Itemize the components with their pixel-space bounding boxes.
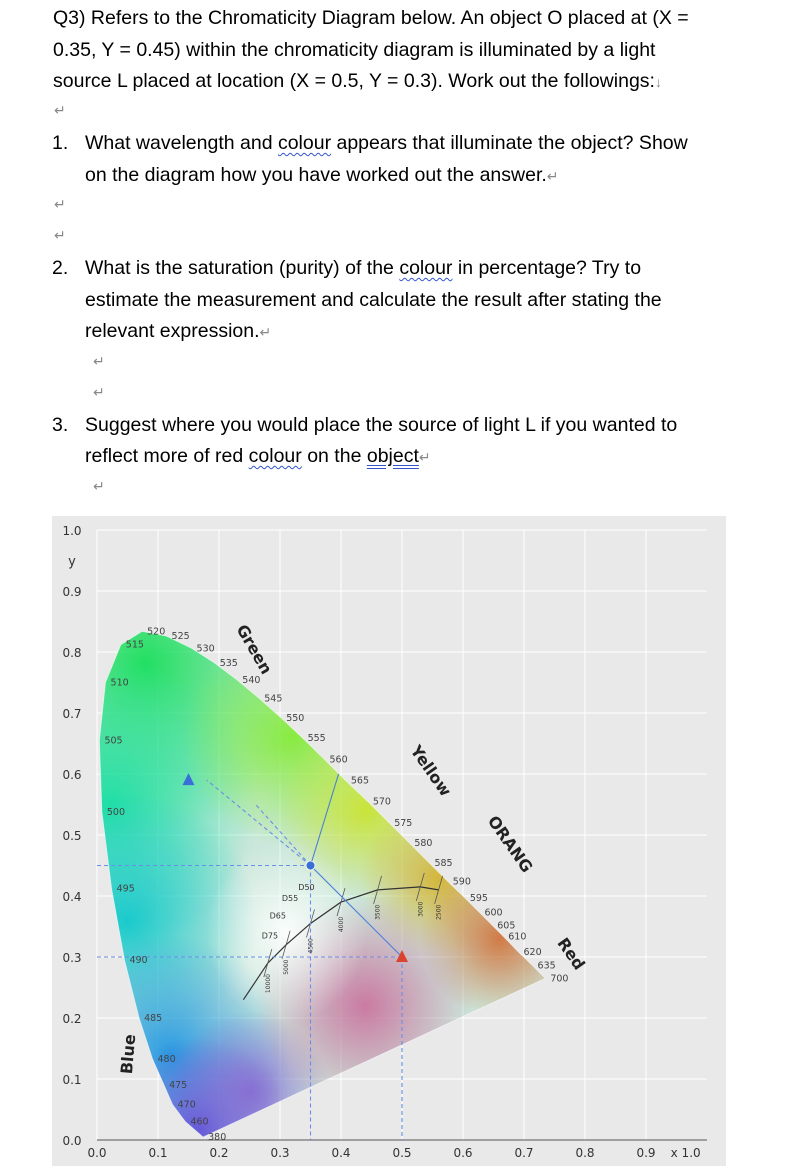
wavelength-label: 575 xyxy=(394,817,413,829)
cct-label: 3500 xyxy=(374,904,382,920)
item-3-word-object: object xyxy=(366,445,419,467)
question-line-1: Q3) Refers to the Chromaticity Diagram below. An object O placed at (X = xyxy=(53,7,689,29)
paragraph-mark: ↵ xyxy=(54,102,66,118)
wavelength-label: 485 xyxy=(144,1013,163,1024)
item-1-text-post: appears that illuminate the object? Show xyxy=(331,132,688,154)
wavelength-label: 490 xyxy=(129,955,148,967)
y-tick-label: 0.6 xyxy=(62,768,82,782)
item-2-word-colour: colour xyxy=(399,257,453,279)
wavelength-label: 560 xyxy=(329,754,348,766)
region-label: ORANG xyxy=(483,812,537,877)
x-tick-label: 0.2 xyxy=(209,1146,229,1160)
wavelength-label: 515 xyxy=(125,639,144,651)
paragraph-mark: ↵ xyxy=(54,196,66,212)
cct-label: 4000 xyxy=(338,916,345,933)
wavelength-label: 500 xyxy=(106,806,126,818)
wavelength-label: 535 xyxy=(219,657,238,669)
wavelength-label: 550 xyxy=(286,712,305,724)
wavelength-label: 520 xyxy=(147,626,166,638)
item-3-line-1: Suggest where you would place the source of light L if you wanted to xyxy=(85,414,678,436)
item-2-line-3 xyxy=(85,316,271,348)
wavelength-label: 605 xyxy=(497,920,516,932)
item-3-text-mid: on the xyxy=(301,445,367,467)
paragraph-mark: ↵ xyxy=(546,168,559,184)
item-1-line-2-text: on the diagram how you have worked out the answer. xyxy=(85,164,547,186)
region-label: Red xyxy=(553,934,589,974)
x-axis-label: x 1.0 xyxy=(670,1146,701,1160)
y-tick-label: 1.0 xyxy=(62,524,82,538)
paragraph-mark: ↵ xyxy=(418,449,431,465)
item-1-line-1 xyxy=(85,128,688,159)
wavelength-label: 600 xyxy=(484,907,503,919)
cct-label: 3000 xyxy=(417,901,425,917)
cct-label: 4500 xyxy=(307,938,315,954)
y-tick-label: 0.8 xyxy=(62,646,82,660)
paragraph-mark: ↵ xyxy=(259,324,272,340)
question-line-3 xyxy=(53,66,662,98)
wavelength-label: 585 xyxy=(434,858,453,870)
y-tick-label: 0.0 xyxy=(62,1134,82,1148)
wavelength-label: 475 xyxy=(169,1080,188,1092)
y-tick-label: 0.1 xyxy=(62,1073,82,1087)
x-tick-label: 0.3 xyxy=(270,1146,290,1160)
color-gamut xyxy=(52,516,726,1166)
y-tick-label: 0.5 xyxy=(62,829,82,843)
question-line-3-text: source L placed at location (X = 0.5, Y = 0.3). Work out the followings: xyxy=(53,70,655,92)
illuminant-label: D50 xyxy=(298,882,315,892)
chromaticity-diagram xyxy=(52,516,726,1166)
spectral-locus xyxy=(52,516,726,1166)
item-2-text-post: in percentage? Try to xyxy=(452,257,642,279)
region-label: Yellow xyxy=(406,741,456,800)
question-line-2: 0.35, Y = 0.45) within the chromaticity diagram is illuminated by a light xyxy=(53,39,656,61)
item-2-line-1 xyxy=(85,253,641,284)
illuminant-label: D55 xyxy=(281,893,299,903)
y-tick-label: 0.9 xyxy=(62,585,82,599)
list-number: 3. xyxy=(52,414,69,436)
paragraph-mark: ↵ xyxy=(93,478,105,494)
item-1-text-pre: What wavelength and xyxy=(85,132,278,154)
region-label: Blue xyxy=(116,1033,140,1075)
x-tick-label: 0.7 xyxy=(514,1146,534,1160)
wavelength-label: 555 xyxy=(307,733,326,745)
wavelength-label: 620 xyxy=(523,947,542,959)
paragraph-mark: ↵ xyxy=(93,384,105,400)
item-1-word-colour: colour xyxy=(277,132,332,154)
chromaticity-chart-svg xyxy=(52,516,726,1166)
wavelength-label: 470 xyxy=(177,1099,196,1111)
region-label: Green xyxy=(232,621,277,678)
wavelength-label: 545 xyxy=(264,693,283,705)
paragraph-mark: ↵ xyxy=(93,353,105,369)
x-tick-label: 0.0 xyxy=(87,1146,107,1160)
item-3-text-pre: reflect more of red xyxy=(85,445,249,467)
cct-label: 5000 xyxy=(283,959,291,975)
wavelength-label: 590 xyxy=(452,876,471,888)
wavelength-label: 595 xyxy=(469,892,488,904)
wavelength-label: 565 xyxy=(350,775,370,787)
wavelength-label: 460 xyxy=(190,1116,209,1128)
x-tick-label: 0.4 xyxy=(331,1146,351,1160)
item-2-text-pre: What is the saturation (purity) of the xyxy=(85,257,400,279)
paragraph-mark: ↓ xyxy=(654,74,662,90)
wavelength-label: 700 xyxy=(550,973,569,985)
x-tick-label: 0.8 xyxy=(575,1146,595,1160)
item-2-line-2: estimate the measurement and calculate the result after stating the xyxy=(85,289,662,311)
item-3-line-2 xyxy=(85,441,431,473)
x-tick-label: 0.5 xyxy=(392,1146,412,1160)
cct-label: 10000 xyxy=(264,974,272,994)
illuminant-label: D75 xyxy=(261,931,279,941)
wavelength-label: 570 xyxy=(372,796,391,808)
wavelength-label: 530 xyxy=(196,643,215,655)
y-tick-label: 0.2 xyxy=(62,1012,82,1026)
illuminant-label: D65 xyxy=(269,911,286,921)
wavelength-label: 495 xyxy=(116,883,135,895)
wavelength-label: 510 xyxy=(110,677,129,689)
wavelength-label: 610 xyxy=(508,931,527,943)
item-2-line-3-text: relevant expression. xyxy=(85,320,260,342)
y-tick-label: 0.7 xyxy=(62,707,82,721)
wavelength-label: 505 xyxy=(104,735,123,747)
wavelength-label: 580 xyxy=(414,837,433,849)
y-axis-label: y xyxy=(68,554,76,570)
gamut-tint xyxy=(52,516,726,1166)
x-tick-label: 0.1 xyxy=(148,1146,168,1160)
wavelength-label: 635 xyxy=(537,960,556,972)
wavelength-label: 380 xyxy=(208,1131,227,1143)
x-tick-label: 0.6 xyxy=(453,1146,473,1160)
x-tick-label: 0.9 xyxy=(636,1146,656,1160)
y-tick-label: 0.4 xyxy=(62,890,82,904)
y-tick-label: 0.3 xyxy=(62,951,82,965)
item-3-word-colour: colour xyxy=(248,445,302,467)
point-O xyxy=(306,861,315,870)
cct-label: 2500 xyxy=(435,904,443,920)
wavelength-label: 525 xyxy=(171,631,190,643)
list-number: 2. xyxy=(52,257,69,279)
item-1-line-2 xyxy=(85,160,559,192)
paragraph-mark: ↵ xyxy=(54,227,66,243)
wavelength-label: 540 xyxy=(242,675,261,687)
list-number: 1. xyxy=(52,132,69,154)
wavelength-label: 480 xyxy=(157,1053,176,1065)
